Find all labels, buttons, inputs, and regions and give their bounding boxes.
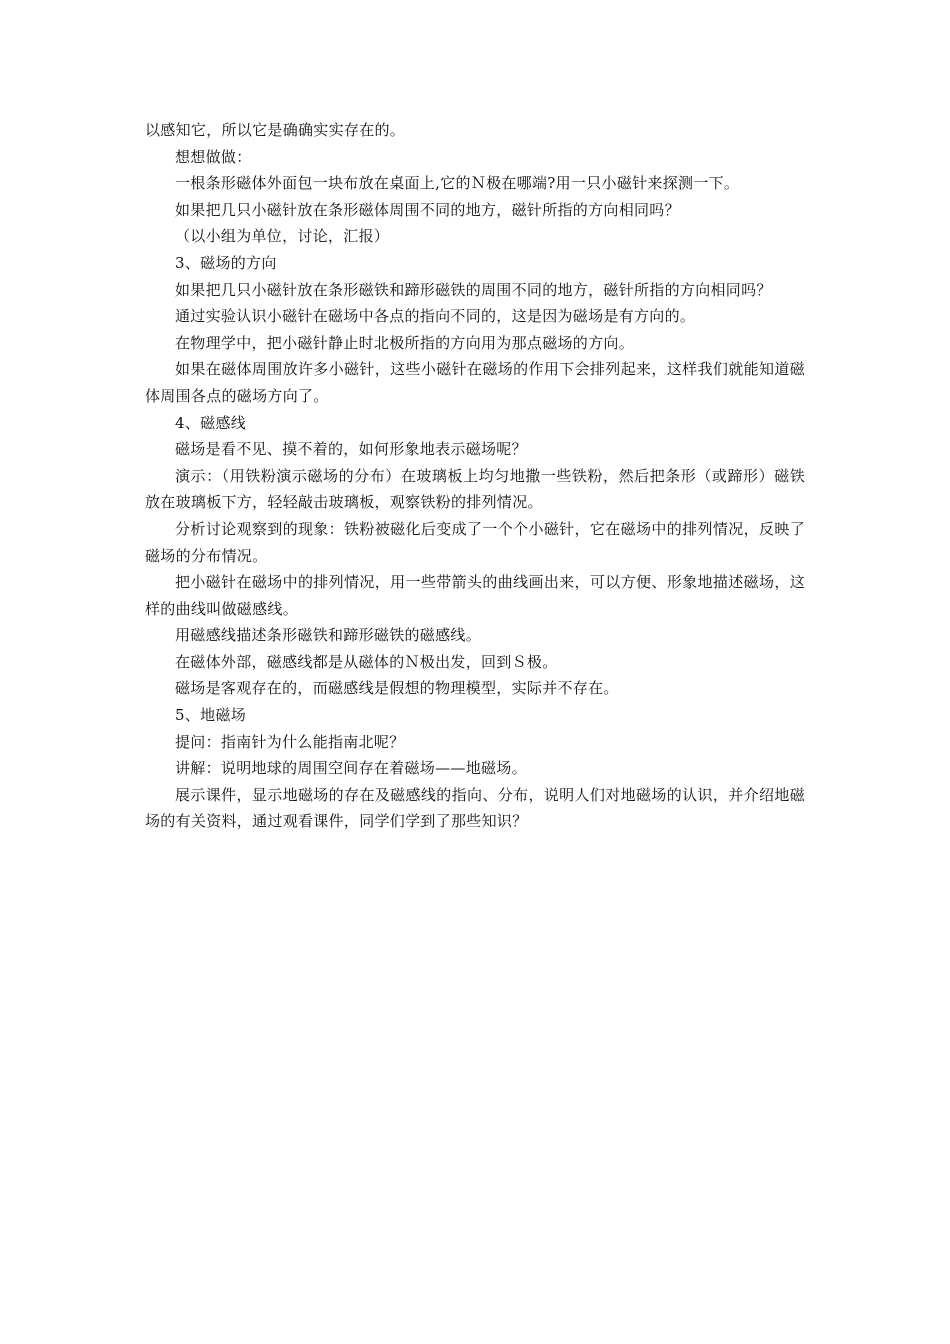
section-heading: 5、地磁场 <box>175 706 247 725</box>
paragraph: 如果在磁体周围放许多小磁针，这些小磁针在磁场的作用下会排列起来，这样我们就能知道磁体周围各点的磁场方向了。 <box>145 360 805 405</box>
paragraph: 展示课件，显示地磁场的存在及磁感线的指向、分布，说明人们对地磁场的认识，并介绍地磁场的有关资料，通过观看课件，同学们学到了那些知识？ <box>145 785 805 831</box>
paragraph: 如果把几只小磁针放在条形磁体周围不同的地方，磁针所指的方向相同吗？ <box>175 200 680 219</box>
paragraph: 讲解：说明地球的周围空间存在着磁场——地磁场。 <box>175 759 527 778</box>
paragraph: 如果把几只小磁针放在条形磁铁和蹄形磁铁的周围不同的地方，磁针所指的方向相同吗？ <box>175 280 772 299</box>
section-heading: 3、磁场的方向 <box>175 253 277 272</box>
paragraph: 分析讨论观察到的现象：铁粉被磁化后变成了一个个小磁针，它在磁场中的排列情况，反映了磁场的分布情况。 <box>145 519 805 565</box>
document-body <box>145 117 805 835</box>
paragraph: 磁场是客观存在的，而磁感线是假想的物理模型，实际并不存在。 <box>175 679 619 698</box>
paragraph: 在磁体外部，磁感线都是从磁体的Ｎ极出发，回到Ｓ极。 <box>175 652 558 671</box>
paragraph: （以小组为单位，讨论，汇报） <box>175 227 390 246</box>
section-heading: 4、磁感线 <box>175 413 247 432</box>
paragraph: 想想做做： <box>175 147 252 166</box>
paragraph: 在物理学中，把小磁针静止时北极所指的方向用为那点磁场的方向。 <box>175 333 635 352</box>
paragraph: 提问：指南针为什么能指南北呢？ <box>175 732 405 751</box>
paragraph: 一根条形磁体外面包一块布放在桌面上,它的Ｎ极在哪端?用一只小磁针来探测一下。 <box>175 174 740 193</box>
paragraph: 演示：（用铁粉演示磁场的分布）在玻璃板上均匀地撒一些铁粉，然后把条形（或蹄形）磁铁放在玻璃板下方，轻轻敲击玻璃板，观察铁粉的排列情况。 <box>145 466 805 512</box>
paragraph: 把小磁针在磁场中的排列情况，用一些带箭头的曲线画出来，可以方便、形象地描述磁场，这样的曲线叫做磁感线。 <box>145 573 805 618</box>
paragraph: 以感知它，所以它是确确实实存在的。 <box>145 121 406 139</box>
paragraph: 通过实验认识小磁针在磁场中各点的指向不同的，这是因为磁场是有方向的。 <box>175 307 696 326</box>
paragraph: 磁场是看不见、摸不着的，如何形象地表示磁场呢？ <box>175 440 527 459</box>
paragraph: 用磁感线描述条形磁铁和蹄形磁铁的磁感线。 <box>175 626 482 645</box>
